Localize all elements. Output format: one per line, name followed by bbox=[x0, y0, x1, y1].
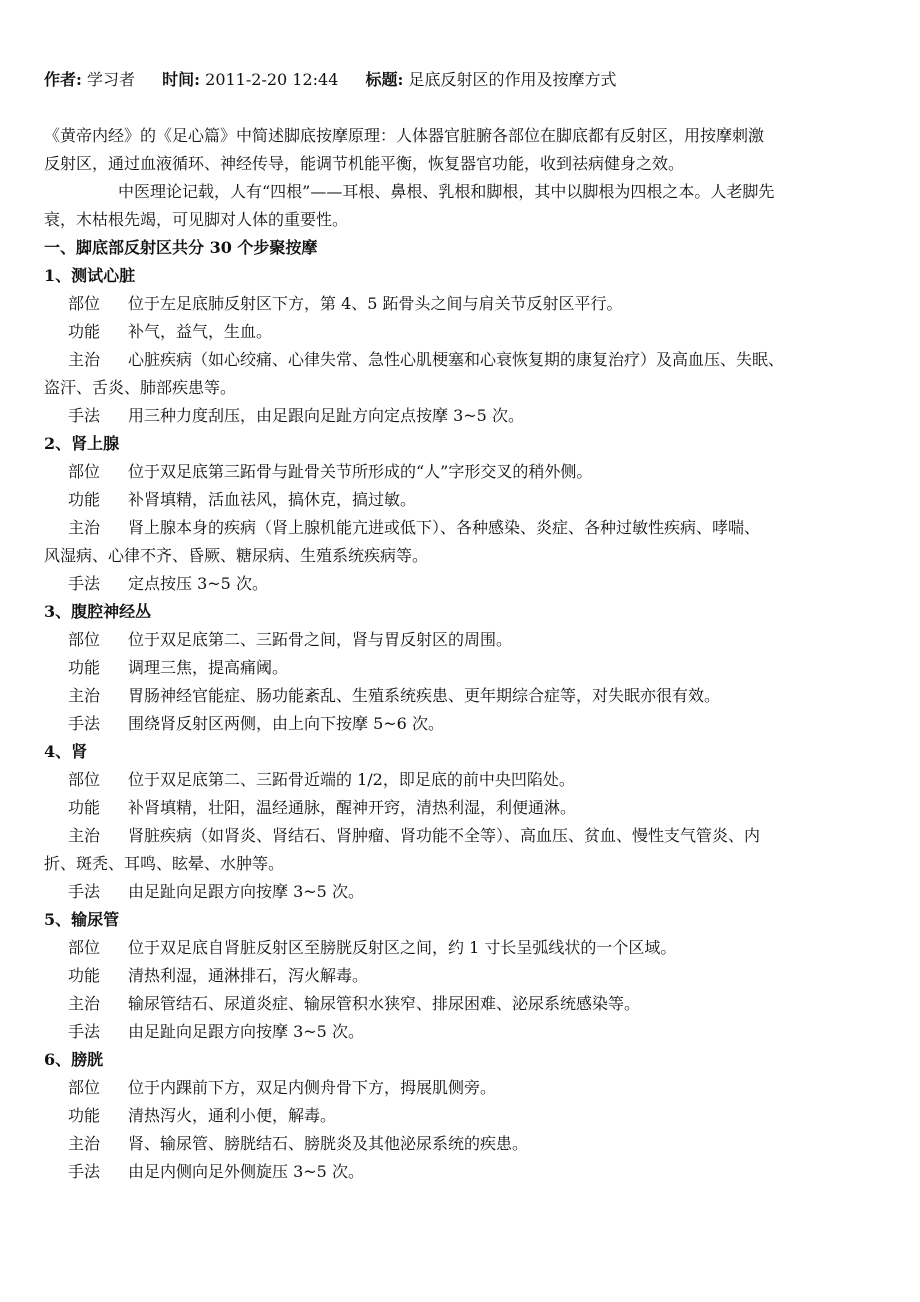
item-method bbox=[44, 570, 880, 598]
method-label: 手法 bbox=[68, 574, 101, 593]
item-treats bbox=[44, 822, 880, 850]
method-text: 由足趾向足跟方向按摩 3~5 次。 bbox=[128, 1022, 364, 1041]
treats-continuation: 盗汗、舌炎、肺部疾患等。 bbox=[44, 378, 237, 397]
function-label: 功能 bbox=[68, 1106, 101, 1125]
function-label: 功能 bbox=[68, 658, 101, 677]
position-label: 部位 bbox=[68, 1078, 101, 1097]
item-position bbox=[44, 290, 880, 318]
item-position bbox=[44, 1074, 880, 1102]
method-label: 手法 bbox=[68, 1162, 101, 1181]
position-text: 位于内踝前下方，双足内侧舟骨下方，拇展肌侧旁。 bbox=[128, 1078, 497, 1097]
item-treats bbox=[44, 990, 880, 1018]
position-text: 位于左足底肺反射区下方，第 4、5 跖骨头之间与肩关节反射区平行。 bbox=[128, 294, 623, 313]
item-method bbox=[44, 402, 880, 430]
section-title: 一、脚底部反射区共分 30 个步聚按摩 bbox=[44, 238, 318, 257]
item-method bbox=[44, 1158, 880, 1186]
intro-p1-line1: 《黄帝内经》的《足心篇》中简述脚底按摩原理：人体器官脏腑各部位在脚底都有反射区，用按摩刺激 bbox=[44, 126, 765, 145]
function-text: 清热利湿，通淋排石，泻火解毒。 bbox=[128, 966, 369, 985]
item-celiac-plexus bbox=[44, 598, 880, 738]
document-page bbox=[44, 66, 880, 1186]
item-method bbox=[44, 1018, 880, 1046]
item-position bbox=[44, 458, 880, 486]
position-label: 部位 bbox=[68, 770, 101, 789]
author-label: 作者: bbox=[44, 70, 82, 89]
item-title: 6、膀胱 bbox=[44, 1050, 104, 1069]
treats-text: 肾上腺本身的疾病（肾上腺机能亢进或低下）、各种感染、炎症、各种过敏性疾病、哮喘、 bbox=[128, 518, 761, 537]
item-function bbox=[44, 962, 880, 990]
function-text: 补气，益气，生血。 bbox=[128, 322, 273, 341]
item-treats bbox=[44, 682, 880, 710]
item-position bbox=[44, 626, 880, 654]
function-label: 功能 bbox=[68, 322, 101, 341]
item-function bbox=[44, 1102, 880, 1130]
method-text: 由足趾向足跟方向按摩 3~5 次。 bbox=[128, 882, 364, 901]
method-label: 手法 bbox=[68, 714, 101, 733]
position-text: 位于双足底自肾脏反射区至膀胱反射区之间，约 1 寸长呈弧线状的一个区域。 bbox=[128, 938, 677, 957]
intro-p1-line2: 反射区，通过血液循环、神经传导，能调节机能平衡，恢复器官功能，收到祛病健身之效。 bbox=[44, 154, 685, 173]
treats-label: 主治 bbox=[68, 686, 101, 705]
position-text: 位于双足底第三跖骨与趾骨关节所形成的“人”字形交叉的稍外侧。 bbox=[128, 462, 593, 481]
position-text: 位于双足底第二、三跖骨近端的 1/2，即足底的前中央凹陷处。 bbox=[128, 770, 575, 789]
treats-label: 主治 bbox=[68, 518, 101, 537]
item-title: 1、测试心脏 bbox=[44, 266, 136, 285]
item-treats bbox=[44, 346, 880, 374]
treats-continuation: 折、斑秃、耳鸣、眩晕、水肿等。 bbox=[44, 854, 285, 873]
method-text: 围绕肾反射区两侧，由上向下按摩 5~6 次。 bbox=[128, 714, 444, 733]
item-function bbox=[44, 318, 880, 346]
intro bbox=[44, 122, 880, 234]
item-function bbox=[44, 794, 880, 822]
treats-label: 主治 bbox=[68, 350, 101, 369]
function-label: 功能 bbox=[68, 966, 101, 985]
treats-text: 输尿管结石、尿道炎症、输尿管积水狭窄、排尿困难、泌尿系统感染等。 bbox=[128, 994, 641, 1013]
item-position bbox=[44, 766, 880, 794]
item-bladder bbox=[44, 1046, 880, 1186]
method-label: 手法 bbox=[68, 882, 101, 901]
item-treats bbox=[44, 514, 880, 542]
function-text: 调理三焦，提高痛阈。 bbox=[128, 658, 289, 677]
function-text: 补肾填精，活血祛风，搞休克，搞过敏。 bbox=[128, 490, 417, 509]
intro-p2-line1: 中医理论记载，人有“四根”——耳根、鼻根、乳根和脚根，其中以脚根为四根之本。人老脚先 bbox=[118, 182, 775, 201]
item-function bbox=[44, 654, 880, 682]
position-label: 部位 bbox=[68, 938, 101, 957]
item-title: 3、腹腔神经丛 bbox=[44, 602, 152, 621]
treats-continuation: 风湿病、心律不齐、昏厥、糖尿病、生殖系统疾病等。 bbox=[44, 546, 429, 565]
author-value: 学习者 bbox=[87, 70, 136, 89]
time-label: 时间: bbox=[162, 70, 201, 89]
post-meta bbox=[44, 66, 880, 94]
position-text: 位于双足底第二、三跖骨之间，肾与胃反射区的周围。 bbox=[128, 630, 513, 649]
item-heart bbox=[44, 262, 880, 430]
treats-text: 心脏疾病（如心绞痛、心律失常、急性心肌梗塞和心衰恢复期的康复治疗）及高血压、失眠、 bbox=[128, 350, 785, 369]
treats-label: 主治 bbox=[68, 826, 101, 845]
item-method bbox=[44, 878, 880, 906]
item-adrenal bbox=[44, 430, 880, 598]
method-label: 手法 bbox=[68, 406, 101, 425]
item-method bbox=[44, 710, 880, 738]
item-treats bbox=[44, 1130, 880, 1158]
item-ureter bbox=[44, 906, 880, 1046]
method-text: 用三种力度刮压，由足跟向足趾方向定点按摩 3~5 次。 bbox=[128, 406, 524, 425]
item-title: 5、输尿管 bbox=[44, 910, 120, 929]
treats-text: 肾脏疾病（如肾炎、肾结石、肾肿瘤、肾功能不全等）、高血压、贫血、慢性支气管炎、内 bbox=[128, 826, 761, 845]
title-value: 足底反射区的作用及按摩方式 bbox=[408, 70, 617, 89]
item-title: 2、肾上腺 bbox=[44, 434, 120, 453]
time-value: 2011-2-20 12:44 bbox=[205, 70, 339, 89]
function-text: 补肾填精，壮阳，温经通脉，醒神开窍，清热利湿，利便通淋。 bbox=[128, 798, 577, 817]
method-text: 由足内侧向足外侧旋压 3~5 次。 bbox=[128, 1162, 364, 1181]
method-text: 定点按压 3~5 次。 bbox=[128, 574, 268, 593]
treats-label: 主治 bbox=[68, 1134, 101, 1153]
item-position bbox=[44, 934, 880, 962]
position-label: 部位 bbox=[68, 630, 101, 649]
position-label: 部位 bbox=[68, 294, 101, 313]
item-kidney bbox=[44, 738, 880, 906]
treats-text: 肾、输尿管、膀胱结石、膀胱炎及其他泌尿系统的疾患。 bbox=[128, 1134, 529, 1153]
treats-text: 胃肠神经官能症、肠功能紊乱、生殖系统疾患、更年期综合症等，对失眠亦很有效。 bbox=[128, 686, 721, 705]
function-label: 功能 bbox=[68, 798, 101, 817]
function-text: 清热泻火，通利小便，解毒。 bbox=[128, 1106, 337, 1125]
title-label: 标题: bbox=[365, 70, 404, 89]
treats-label: 主治 bbox=[68, 994, 101, 1013]
position-label: 部位 bbox=[68, 462, 101, 481]
item-title: 4、肾 bbox=[44, 742, 88, 761]
intro-p2-line2: 衰，木枯根先竭，可见脚对人体的重要性。 bbox=[44, 210, 349, 229]
item-function bbox=[44, 486, 880, 514]
method-label: 手法 bbox=[68, 1022, 101, 1041]
function-label: 功能 bbox=[68, 490, 101, 509]
